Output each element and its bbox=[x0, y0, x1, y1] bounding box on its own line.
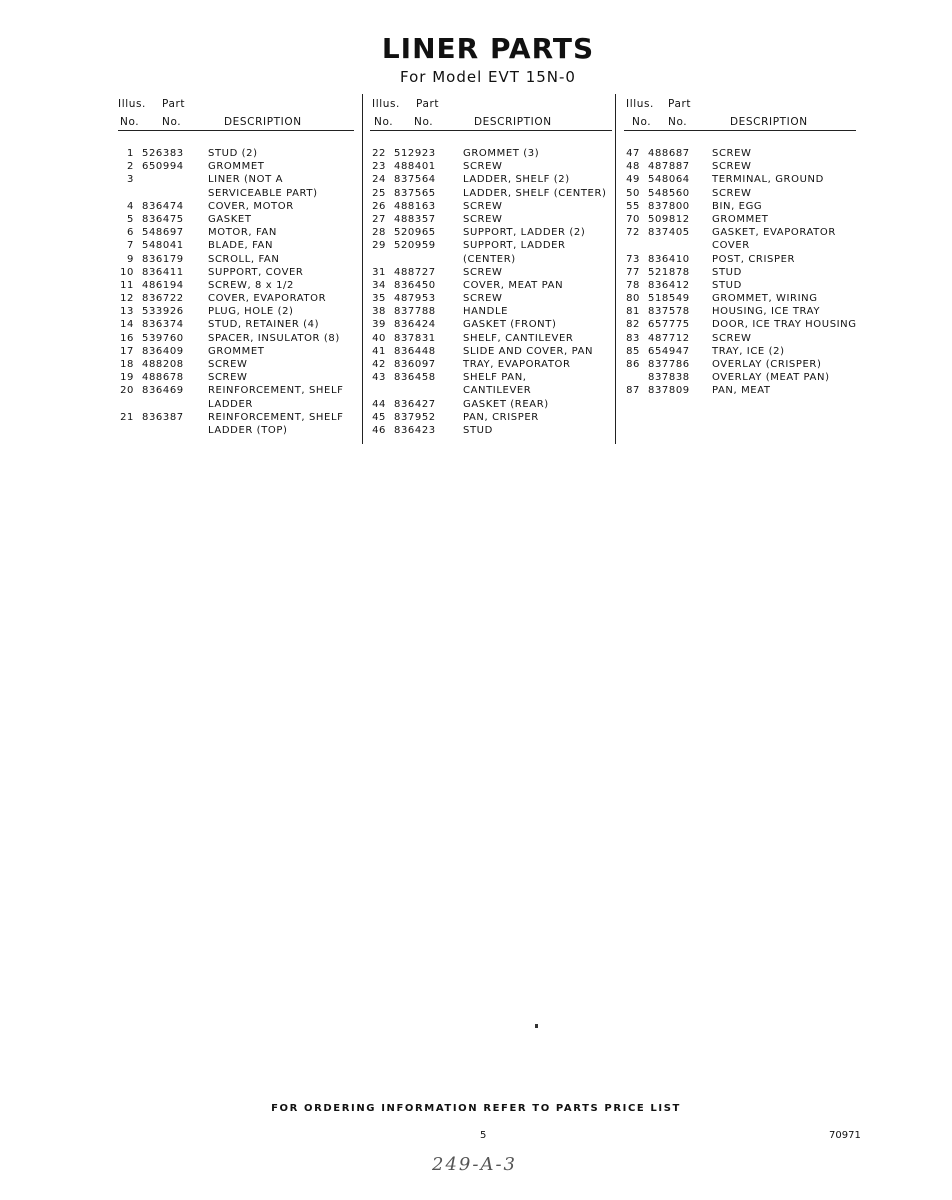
illus-number: 19 bbox=[120, 372, 134, 384]
part-description: GROMMET, WIRING bbox=[712, 293, 818, 305]
part-number: 836427 bbox=[394, 398, 436, 410]
part-description: GROMMET (3) bbox=[463, 148, 540, 159]
part-description: LADDER, SHELF (CENTER) bbox=[463, 187, 607, 199]
part-description: HANDLE bbox=[463, 306, 509, 318]
document-code: 70971 bbox=[829, 1130, 861, 1141]
illus-number: 42 bbox=[372, 359, 386, 370]
part-number: 650994 bbox=[142, 161, 184, 173]
part-number: 836412 bbox=[648, 279, 690, 291]
part-row bbox=[118, 148, 354, 161]
part-description: GROMMET bbox=[208, 161, 265, 173]
part-number: 837809 bbox=[648, 385, 690, 397]
part-row bbox=[624, 174, 856, 187]
part-row bbox=[118, 201, 354, 214]
part-description: LINER (NOT A bbox=[208, 174, 284, 186]
part-number: 548560 bbox=[648, 187, 690, 199]
part-number: 836458 bbox=[394, 372, 436, 384]
part-description: PAN, CRISPER bbox=[463, 411, 539, 423]
part-row bbox=[370, 425, 612, 438]
page-title: LINER PARTS bbox=[381, 32, 595, 65]
part-number: 486194 bbox=[142, 279, 184, 291]
part-number: 836475 bbox=[142, 213, 184, 225]
part-row bbox=[118, 214, 354, 227]
header-part-no: No. bbox=[668, 116, 688, 128]
illus-number: 46 bbox=[372, 424, 386, 436]
part-number: 539760 bbox=[142, 332, 184, 344]
part-number: 836423 bbox=[394, 424, 436, 436]
illus-number: 72 bbox=[626, 227, 640, 239]
part-row bbox=[370, 346, 612, 359]
part-description: GASKET (REAR) bbox=[463, 398, 549, 410]
part-row bbox=[118, 174, 354, 187]
page-number: 5 bbox=[480, 1130, 487, 1141]
part-row bbox=[118, 227, 354, 240]
header-illus: Illus. bbox=[372, 98, 400, 110]
part-number: 488357 bbox=[394, 213, 436, 225]
part-number: 520965 bbox=[394, 227, 436, 239]
part-description: SCREW bbox=[712, 161, 752, 173]
part-description: STUD (2) bbox=[208, 148, 258, 159]
illus-number: 12 bbox=[120, 293, 134, 305]
part-row bbox=[370, 227, 612, 240]
header-description: DESCRIPTION bbox=[224, 116, 302, 128]
header-rule bbox=[118, 130, 354, 131]
part-description: SCREW bbox=[712, 332, 752, 344]
illus-number: 3 bbox=[127, 174, 134, 186]
ordering-footer: FOR ORDERING INFORMATION REFER TO PARTS PRICE LIST bbox=[271, 1103, 681, 1114]
part-number: 837788 bbox=[394, 306, 436, 318]
model-subtitle: For Model EVT 15N-0 bbox=[400, 68, 576, 86]
part-number: 836424 bbox=[394, 319, 436, 331]
part-number: 836409 bbox=[142, 345, 184, 357]
part-row bbox=[624, 214, 856, 227]
illus-number: 70 bbox=[626, 213, 640, 225]
part-description: MOTOR, FAN bbox=[208, 227, 277, 239]
part-number: 837405 bbox=[648, 227, 690, 239]
header-description: DESCRIPTION bbox=[730, 116, 808, 128]
part-number: 837838 bbox=[648, 372, 690, 384]
part-row bbox=[370, 201, 612, 214]
part-row bbox=[118, 240, 354, 253]
part-description: SCREW bbox=[463, 161, 503, 173]
part-row bbox=[118, 161, 354, 174]
part-row bbox=[624, 188, 856, 201]
part-row bbox=[118, 293, 354, 306]
part-row bbox=[370, 359, 612, 372]
part-description: STUD bbox=[463, 424, 493, 436]
header-part-no: No. bbox=[162, 116, 182, 128]
part-description: TRAY, ICE (2) bbox=[712, 345, 785, 357]
part-number: 836474 bbox=[142, 200, 184, 212]
header-rule bbox=[624, 130, 856, 131]
part-row bbox=[118, 280, 354, 293]
illus-number: 29 bbox=[372, 240, 386, 252]
illus-number: 22 bbox=[372, 148, 386, 159]
part-description: DOOR, ICE TRAY HOUSING bbox=[712, 319, 857, 331]
part-description: SCREW bbox=[463, 293, 503, 305]
part-number: 488401 bbox=[394, 161, 436, 173]
illus-number: 86 bbox=[626, 359, 640, 370]
header-part: Part bbox=[668, 98, 692, 110]
part-row bbox=[370, 267, 612, 280]
part-description: COVER, EVAPORATOR bbox=[208, 293, 327, 305]
part-row bbox=[118, 346, 354, 359]
part-number: 509812 bbox=[648, 213, 690, 225]
parts-list bbox=[370, 148, 612, 438]
part-description: REINFORCEMENT, SHELF bbox=[208, 385, 344, 397]
part-row bbox=[370, 161, 612, 174]
illus-number: 77 bbox=[626, 266, 640, 278]
header-no: No. bbox=[120, 116, 140, 128]
part-number: 837800 bbox=[648, 200, 690, 212]
part-description: STUD bbox=[712, 279, 742, 291]
part-description: GASKET (FRONT) bbox=[463, 319, 557, 331]
part-description: TERMINAL, GROUND bbox=[712, 174, 824, 186]
part-row bbox=[118, 333, 354, 346]
part-number: 487887 bbox=[648, 161, 690, 173]
illus-number: 20 bbox=[120, 385, 134, 397]
part-number: 837578 bbox=[648, 306, 690, 318]
header-illus: Illus. bbox=[118, 98, 146, 110]
part-description: GASKET, EVAPORATOR bbox=[712, 227, 836, 239]
part-row bbox=[624, 161, 856, 174]
part-row bbox=[118, 254, 354, 267]
part-row bbox=[624, 333, 856, 346]
part-row bbox=[370, 280, 612, 293]
illus-number: 1 bbox=[127, 148, 134, 159]
part-row bbox=[624, 359, 856, 372]
part-description: COVER, MOTOR bbox=[208, 200, 294, 212]
part-row bbox=[118, 385, 354, 398]
part-number: 518549 bbox=[648, 293, 690, 305]
part-row bbox=[118, 412, 354, 425]
part-number: 837565 bbox=[394, 187, 436, 199]
part-row bbox=[624, 240, 856, 253]
part-number: 520959 bbox=[394, 240, 436, 252]
handwritten-note: 249-A-3 bbox=[432, 1154, 517, 1175]
part-row bbox=[370, 306, 612, 319]
part-number: 488163 bbox=[394, 200, 436, 212]
parts-list bbox=[118, 148, 354, 438]
illus-number: 83 bbox=[626, 332, 640, 344]
part-number: 837564 bbox=[394, 174, 436, 186]
illus-number: 4 bbox=[127, 200, 134, 212]
part-number: 836448 bbox=[394, 345, 436, 357]
illus-number: 49 bbox=[626, 174, 640, 186]
illus-number: 17 bbox=[120, 345, 134, 357]
illus-number: 18 bbox=[120, 359, 134, 370]
part-description: STUD, RETAINER (4) bbox=[208, 319, 320, 331]
illus-number: 38 bbox=[372, 306, 386, 318]
header-description: DESCRIPTION bbox=[474, 116, 552, 128]
part-number: 548041 bbox=[142, 240, 184, 252]
illus-number: 11 bbox=[120, 279, 134, 291]
header-illus: Illus. bbox=[626, 98, 654, 110]
part-number: 548064 bbox=[648, 174, 690, 186]
part-description: LADDER (TOP) bbox=[208, 424, 288, 436]
part-description: GROMMET bbox=[208, 345, 265, 357]
illus-number: 85 bbox=[626, 345, 640, 357]
part-description: PAN, MEAT bbox=[712, 385, 771, 397]
part-description: SCROLL, FAN bbox=[208, 253, 280, 265]
part-number: 837952 bbox=[394, 411, 436, 423]
illus-number: 34 bbox=[372, 279, 386, 291]
part-description: HOUSING, ICE TRAY bbox=[712, 306, 821, 318]
part-description: SUPPORT, LADDER bbox=[463, 240, 566, 252]
part-row bbox=[118, 399, 354, 412]
part-description: SLIDE AND COVER, PAN bbox=[463, 345, 594, 357]
part-row bbox=[370, 385, 612, 398]
illus-number: 21 bbox=[120, 411, 134, 423]
part-row bbox=[118, 372, 354, 385]
part-number: 836469 bbox=[142, 385, 184, 397]
illus-number: 14 bbox=[120, 319, 134, 331]
header-no: No. bbox=[374, 116, 394, 128]
illus-number: 81 bbox=[626, 306, 640, 318]
part-row bbox=[624, 319, 856, 332]
part-number: 521878 bbox=[648, 266, 690, 278]
part-description: COVER, MEAT PAN bbox=[463, 279, 564, 291]
part-row bbox=[118, 188, 354, 201]
illus-number: 6 bbox=[127, 227, 134, 239]
part-number: 836097 bbox=[394, 359, 436, 370]
illus-number: 5 bbox=[127, 213, 134, 225]
part-description: COVER bbox=[712, 240, 750, 252]
part-row bbox=[370, 399, 612, 412]
illus-number: 78 bbox=[626, 279, 640, 291]
part-row bbox=[370, 372, 612, 385]
illus-number: 44 bbox=[372, 398, 386, 410]
part-row bbox=[624, 148, 856, 161]
part-number: 512923 bbox=[394, 148, 436, 159]
part-description: TRAY, EVAPORATOR bbox=[463, 359, 571, 370]
part-row bbox=[370, 240, 612, 253]
illus-number: 45 bbox=[372, 411, 386, 423]
illus-number: 10 bbox=[120, 266, 134, 278]
illus-number: 50 bbox=[626, 187, 640, 199]
part-description: LADDER bbox=[208, 398, 253, 410]
illus-number: 16 bbox=[120, 332, 134, 344]
part-description: GASKET bbox=[208, 213, 252, 225]
part-description: BLADE, FAN bbox=[208, 240, 274, 252]
part-number: 487712 bbox=[648, 332, 690, 344]
illus-number: 82 bbox=[626, 319, 640, 331]
column-header bbox=[370, 96, 612, 130]
illus-number: 26 bbox=[372, 200, 386, 212]
part-row bbox=[624, 201, 856, 214]
part-number: 533926 bbox=[142, 306, 184, 318]
part-row bbox=[118, 319, 354, 332]
part-number: 836387 bbox=[142, 411, 184, 423]
illus-number: 55 bbox=[626, 200, 640, 212]
part-description: SUPPORT, COVER bbox=[208, 266, 304, 278]
part-description: OVERLAY (MEAT PAN) bbox=[712, 372, 830, 384]
part-row bbox=[624, 254, 856, 267]
scan-speck bbox=[535, 1024, 538, 1028]
header-part-no: No. bbox=[414, 116, 434, 128]
part-row bbox=[118, 359, 354, 372]
part-row bbox=[624, 385, 856, 398]
part-description: CANTILEVER bbox=[463, 385, 532, 397]
part-description: SCREW bbox=[712, 148, 752, 159]
part-number: 836374 bbox=[142, 319, 184, 331]
part-row bbox=[370, 319, 612, 332]
header-no: No. bbox=[632, 116, 652, 128]
part-description: (CENTER) bbox=[463, 253, 516, 265]
part-description: PLUG, HOLE (2) bbox=[208, 306, 294, 318]
part-description: SHELF, CANTILEVER bbox=[463, 332, 574, 344]
part-row bbox=[624, 372, 856, 385]
part-row bbox=[624, 267, 856, 280]
part-description: SCREW bbox=[463, 266, 503, 278]
part-row bbox=[370, 174, 612, 187]
part-row bbox=[370, 148, 612, 161]
part-number: 654947 bbox=[648, 345, 690, 357]
part-row bbox=[370, 188, 612, 201]
part-description: SCREW bbox=[463, 200, 503, 212]
illus-number: 25 bbox=[372, 187, 386, 199]
part-row bbox=[370, 214, 612, 227]
part-description: REINFORCEMENT, SHELF bbox=[208, 411, 344, 423]
part-number: 836411 bbox=[142, 266, 184, 278]
part-row bbox=[624, 306, 856, 319]
part-number: 526383 bbox=[142, 148, 184, 159]
part-description: SCREW, 8 x 1/2 bbox=[208, 279, 294, 291]
part-description: SHELF PAN, bbox=[463, 372, 527, 384]
part-number: 837786 bbox=[648, 359, 690, 370]
part-row bbox=[624, 346, 856, 359]
illus-number: 7 bbox=[127, 240, 134, 252]
part-description: SUPPORT, LADDER (2) bbox=[463, 227, 586, 239]
illus-number: 47 bbox=[626, 148, 640, 159]
part-description: BIN, EGG bbox=[712, 200, 763, 212]
illus-number: 31 bbox=[372, 266, 386, 278]
illus-number: 41 bbox=[372, 345, 386, 357]
part-row bbox=[624, 280, 856, 293]
part-number: 836450 bbox=[394, 279, 436, 291]
part-row bbox=[118, 267, 354, 280]
part-description: POST, CRISPER bbox=[712, 253, 796, 265]
illus-number: 73 bbox=[626, 253, 640, 265]
part-description: SPACER, INSULATOR (8) bbox=[208, 332, 340, 344]
illus-number: 13 bbox=[120, 306, 134, 318]
illus-number: 87 bbox=[626, 385, 640, 397]
illus-number: 48 bbox=[626, 161, 640, 173]
parts-column-1 bbox=[118, 96, 354, 438]
illus-number: 80 bbox=[626, 293, 640, 305]
part-number: 836179 bbox=[142, 253, 184, 265]
header-part: Part bbox=[416, 98, 440, 110]
part-description: GROMMET bbox=[712, 213, 769, 225]
part-number: 488727 bbox=[394, 266, 436, 278]
part-description: SCREW bbox=[208, 359, 248, 370]
part-number: 836410 bbox=[648, 253, 690, 265]
part-description: STUD bbox=[712, 266, 742, 278]
part-number: 488678 bbox=[142, 372, 184, 384]
part-number: 488208 bbox=[142, 359, 184, 370]
column-header bbox=[118, 96, 354, 130]
illus-number: 28 bbox=[372, 227, 386, 239]
part-row bbox=[624, 227, 856, 240]
illus-number: 24 bbox=[372, 174, 386, 186]
part-description: SCREW bbox=[463, 213, 503, 225]
illus-number: 40 bbox=[372, 332, 386, 344]
part-row bbox=[370, 293, 612, 306]
part-row bbox=[118, 425, 354, 438]
part-description: SERVICEABLE PART) bbox=[208, 187, 318, 199]
part-description: SCREW bbox=[208, 372, 248, 384]
column-header bbox=[624, 96, 856, 130]
column-divider bbox=[362, 94, 363, 444]
column-divider bbox=[615, 94, 616, 444]
parts-column-3 bbox=[624, 96, 856, 399]
part-row bbox=[370, 412, 612, 425]
part-row bbox=[624, 293, 856, 306]
parts-column-2 bbox=[370, 96, 612, 438]
part-description: SCREW bbox=[712, 187, 752, 199]
part-description: OVERLAY (CRISPER) bbox=[712, 359, 822, 370]
part-row bbox=[118, 306, 354, 319]
illus-number: 27 bbox=[372, 213, 386, 225]
illus-number: 35 bbox=[372, 293, 386, 305]
part-number: 837831 bbox=[394, 332, 436, 344]
part-number: 487953 bbox=[394, 293, 436, 305]
part-number: 836722 bbox=[142, 293, 184, 305]
illus-number: 23 bbox=[372, 161, 386, 173]
header-part: Part bbox=[162, 98, 186, 110]
illus-number: 43 bbox=[372, 372, 386, 384]
illus-number: 39 bbox=[372, 319, 386, 331]
part-number: 548697 bbox=[142, 227, 184, 239]
part-description: LADDER, SHELF (2) bbox=[463, 174, 570, 186]
part-row bbox=[370, 333, 612, 346]
part-row bbox=[370, 254, 612, 267]
part-number: 488687 bbox=[648, 148, 690, 159]
header-rule bbox=[370, 130, 612, 131]
part-number: 657775 bbox=[648, 319, 690, 331]
illus-number: 2 bbox=[127, 161, 134, 173]
illus-number: 9 bbox=[127, 253, 134, 265]
parts-list bbox=[624, 148, 856, 399]
